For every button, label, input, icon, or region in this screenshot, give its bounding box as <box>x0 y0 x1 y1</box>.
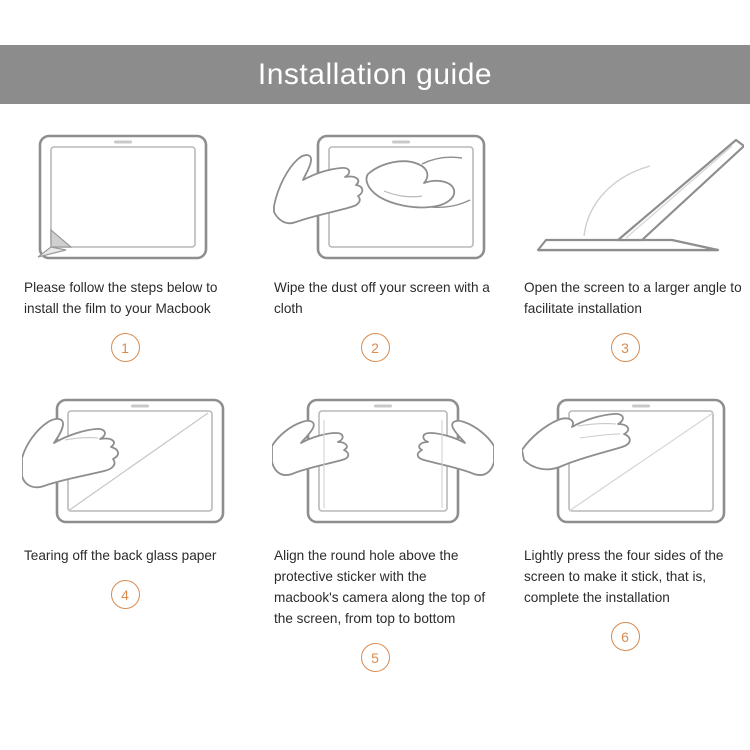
step-4-caption: Tearing off the back glass paper <box>24 548 217 563</box>
step-card-2 <box>250 128 500 396</box>
step-number-badge: 4 <box>111 580 140 609</box>
step-card-1 <box>0 128 250 396</box>
step-4-number <box>14 580 236 609</box>
page-title: Installation guide <box>257 57 493 91</box>
step-card-3 <box>500 128 750 396</box>
step-5-illustration <box>272 396 494 531</box>
step-number-badge: 6 <box>611 622 640 651</box>
step-2-number <box>264 333 486 362</box>
step-1-illustration <box>22 128 244 263</box>
step-1-caption: Please follow the steps below to install the film to your Macbook <box>24 280 218 316</box>
step-3-caption: Open the screen to a larger angle to facilitate installation <box>524 280 742 316</box>
step-5-number <box>264 643 486 672</box>
step-number-badge: 3 <box>611 333 640 362</box>
step-card-5 <box>250 396 500 672</box>
step-6-illustration <box>522 396 744 531</box>
step-card-4 <box>0 396 250 672</box>
step-4-illustration <box>22 396 244 531</box>
step-number-badge: 1 <box>111 333 140 362</box>
step-card-6 <box>500 396 750 672</box>
step-number-badge: 2 <box>361 333 390 362</box>
step-6-caption: Lightly press the four sides of the screen to make it stick, that is, complete the installation <box>524 548 724 605</box>
step-1-number <box>14 333 236 362</box>
step-number-badge: 5 <box>361 643 390 672</box>
step-5-caption: Align the round hole above the protective sticker with the macbook's camera along the top of the screen, from top to bottom <box>274 548 486 626</box>
step-2-illustration <box>272 128 494 263</box>
step-2-caption: Wipe the dust off your screen with a cloth <box>274 280 490 316</box>
steps-grid <box>0 128 750 672</box>
header-banner <box>0 45 750 104</box>
step-3-number <box>514 333 736 362</box>
step-6-number <box>514 622 736 651</box>
step-3-illustration <box>522 128 744 263</box>
